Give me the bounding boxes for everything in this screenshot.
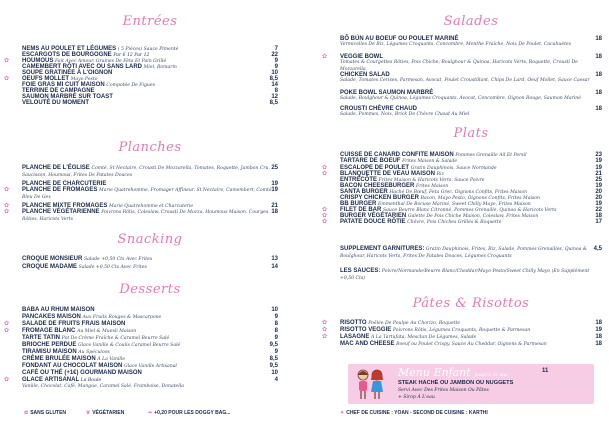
item-price: 22 [271, 52, 278, 58]
snacking-item [22, 264, 278, 271]
item-price: 25 [271, 165, 278, 171]
item-price: 4 [274, 377, 278, 383]
item-price: 8,5 [269, 100, 278, 106]
item-desc: Salade, Pommes, Noix, Brick De Chèvre Chaud Au Miel [340, 112, 470, 118]
salades-item [340, 36, 602, 49]
item-price: 19 [595, 183, 602, 189]
item-name: CHICKEN SALAD [340, 72, 390, 78]
item-price: 8 [274, 321, 278, 327]
item-desc: Salade +0,50 Cts Avec Frites [84, 257, 153, 262]
item-desc: Salade, Tomates Cerises, Parmesan, Avocat, Poulet Croustillant, Chips De Lard, Oeuf Mollet, Sauce Caesar [340, 78, 590, 84]
item-desc: Aux Fruits Rouges & Mascarpone [82, 315, 162, 320]
item-desc: Pommes Grenaille Ail Et Persil [455, 153, 527, 158]
salades-item [340, 90, 602, 103]
item-name: TIRAMISU MAISON [22, 349, 79, 355]
diet-marker-icon: ✿ [322, 334, 328, 340]
item-price: 8,5 [269, 356, 278, 362]
item-price: 19 [595, 165, 602, 171]
item-name: CRÈME BRULÉE MAISON [22, 356, 98, 362]
leaf-icon: ❧ [148, 410, 153, 416]
item-price: 18 [595, 36, 602, 42]
desserts-item [4, 321, 278, 327]
item-price: 9 [274, 58, 278, 64]
item-name: CAFÉ OU THÉ (+1€) GOURMAND MAISON [22, 370, 142, 376]
menu-enfant-price: 11 [542, 368, 549, 374]
vegetarian-icon: ❦ [86, 410, 91, 416]
item-desc: Boeuf ou Poulet Crispy. Sauce Au Cheddar, Oignons & Parmesan [396, 342, 547, 347]
menu-enfant-box [348, 364, 594, 404]
item-name: OEUFS MOLLET [22, 76, 71, 82]
diet-marker-icon: ✿ [4, 76, 10, 82]
item-desc: Salade +0,50 Cts Avec Frites [78, 265, 147, 270]
planches-item [4, 187, 278, 202]
diet-marker-icon: ✿ [4, 58, 10, 64]
item-name: PLANCHE VÉGÉTARIENNE [22, 209, 102, 215]
item-desc: Frites Maison & Haricots Verts, Sauce Poivre [378, 178, 485, 183]
item-name: CUISSE DE CANARD CONFITE MAISON [340, 152, 456, 158]
entrees-item [22, 100, 278, 106]
item-desc: Vanille, Chocolat, Café, Mangue, Caramel Salé, Framboise, Donatella [22, 384, 184, 390]
item-price: 8 [274, 88, 278, 94]
item-price: 10 [271, 70, 278, 76]
item-note: Par 6 12 Par 12 [113, 53, 150, 58]
item-name: PLANCHE DE FROMAGES [22, 187, 100, 193]
item-name: FOIE GRAS MI CUIT MAISON [22, 82, 107, 88]
item-desc: Glace Vanille & Coulis Caramel Beurre Salé [78, 343, 181, 348]
item-price: 7 [274, 46, 278, 52]
item-price: 18 [271, 209, 278, 215]
item-name: CRISPY CHICKEN BURGER [340, 195, 421, 201]
item-name: ESCARGOTS DE BOURGOGNE [22, 52, 114, 58]
item-name: NEMS AU POULET ET LÉGUMES [22, 46, 118, 52]
item-desc: Au Spéculoos [78, 350, 110, 355]
item-price: 25 [595, 177, 602, 183]
item-desc: Salade, Boulghour & Quinoa, Légumes Croquants, Avocat, Concombre, Oignon Rouge, Saumon Mariné [340, 96, 581, 102]
item-desc: Riz [436, 172, 445, 177]
item-name: TERRINE DE CAMPAGNE [22, 88, 95, 94]
item-price: 9 [274, 314, 278, 320]
planches-item [22, 165, 278, 180]
item-desc: Galette De Pois Chiche Maison, Coleslaw, Frites Maison [407, 214, 539, 219]
item-price: 14 [271, 264, 278, 270]
doggy-bag-note: ❧ +0,20 POUR LES DOGGY BAG... [148, 410, 231, 416]
item-name: BURGER VÉGÉTARIEN [340, 213, 408, 219]
desserts-item [22, 370, 278, 376]
item-price: 18 [595, 341, 602, 347]
item-price: 18 [595, 334, 602, 340]
item-desc: Frites Maison & Salade [402, 159, 458, 164]
item-name: GLACE ARTISANAL [22, 377, 81, 383]
item-desc: Comté, St Nectaire, Crousti De Mozzarella, Tomates, Roquette, Jambon Cru, Saucisson, Houmous, Frites De Patates Douces [22, 166, 270, 179]
item-price: 21 [271, 203, 278, 209]
pates-item [340, 341, 602, 348]
section-title-entrees: Entrées [122, 14, 178, 29]
item-name: TARTARE DE BOEUF [340, 158, 403, 164]
item-price: 18 [595, 90, 602, 96]
item-desc: Marie Quatrehomme, Fromager Affineur. St Nectaire, Camembert, Comté, Bleu De Gex [22, 188, 274, 201]
item-desc: Sauce Beurre Blanc Citronné, Pommes Grenaille, Quinoa & Haricots Verts [383, 208, 557, 213]
menu-enfant-subtitle: Jusqu'à 10 ans [474, 373, 508, 378]
item-desc: À La Tartufata, Mesclun De Légumes, Salade [371, 335, 477, 340]
item-price: 19 [595, 158, 602, 164]
menu-enfant-title: Menu Enfant Jusqu'à 10 ans [398, 366, 508, 379]
item-name: PLANCHE DE L'ÉGLISE [22, 165, 92, 171]
item-name: BÔ BÚN AU BOEUF OU POULET MARINÉ [340, 36, 459, 42]
item-price: 18 [595, 320, 602, 326]
item-name: VEGGIE BOWL [340, 54, 384, 60]
item-price: 13 [271, 256, 278, 262]
kids-illustration-icon [352, 366, 388, 402]
item-price: 9 [274, 335, 278, 341]
section-title-planches: Planches [118, 140, 182, 155]
item-desc: Au Miel & Muesli Maison [77, 329, 137, 334]
item-name: HOUMOUS [22, 58, 55, 64]
menu-enfant-desc2: + Sirop À L'eau [398, 395, 435, 400]
chef-credits: ✦ CHEF DE CUISINE : YOAN - SECOND DE CUISINE : KARTHI [340, 410, 488, 416]
item-name: BRIOCHE PERDUE [22, 342, 79, 348]
item-note: La Boule [80, 378, 102, 383]
item-name: PATATE DOUCE RÔTIE [340, 219, 408, 225]
gluten-free-icon: ✿ [24, 410, 29, 416]
item-name: BB BURGER [340, 201, 379, 207]
item-name: VELOUTÉ DU MOMENT [22, 100, 89, 106]
item-desc: Pot De Crème Fraîche & Caramel Beurre Salé [61, 336, 170, 341]
item-name: RISOTTO VEGGIE [340, 327, 393, 333]
item-desc: À La Vanille [97, 357, 126, 362]
item-name: PLANCHE DE CHARCUTERIE [22, 181, 107, 187]
plats-item [322, 219, 602, 226]
item-name: SAUMON MARBRÉ SUR TOAST [22, 94, 113, 100]
item-name: ENTRECÔTE [340, 177, 379, 183]
legend-veg: ❦ VÉGÉTARIEN [86, 410, 125, 416]
item-desc: Miel, Romarin [143, 65, 177, 70]
item-price: 19 [595, 201, 602, 207]
supplement-desc: Gratin Dauphinois, Frites, Riz, Salade, Pommes Grenailles, Quinoa & Boulghour, Haricots Verts, Frites De Patates Douces, Légumes Croquants [340, 247, 587, 260]
item-desc: Chèvre, Pois Chiches Grillés & Roquette [407, 220, 502, 225]
item-desc: Poivrons Rôtis, Coleslaw, Crousti De Mozza, Houmous Maison, Courges Rôties, Haricots Verts [22, 210, 269, 223]
section-title-pates: Pâtes & Risottos [412, 296, 530, 311]
diet-marker-icon: ✿ [322, 207, 328, 213]
item-desc: Poivrons Rôtis, Légumes Croquants, Roquette & Parmesan [392, 328, 531, 333]
item-desc: Marie Quatrehomme et Charcuterie [109, 204, 194, 209]
item-name: SALADE DE FRUITS FRAIS MAISON [22, 321, 126, 327]
item-name: TARTE TATIN [22, 335, 62, 341]
section-title-salades: Salades [443, 14, 499, 29]
section-title-desserts: Desserts [119, 282, 181, 297]
item-price: 23 [595, 152, 602, 158]
item-price: 8 [274, 328, 278, 334]
item-desc: Tomates & Courgettes Rôties, Pois Chiche, Boulghour & Quinoa, Haricots Verts, Roquette, Crousti De Mozzarella [340, 60, 578, 72]
diet-marker-icon: ✿ [322, 213, 328, 219]
supplement-title: SUPPLEMENT GARNITURES: [340, 246, 425, 252]
item-name: FILET DE BAR [340, 207, 383, 213]
item-price: 18 [595, 54, 602, 60]
item-desc: Glace Vanille Artisanal [124, 364, 177, 369]
item-desc: ( 5 Pièces) Sauce Pimenté [117, 47, 179, 52]
item-name: SOUPE GRATINÉE À L'OIGNON [22, 70, 113, 76]
diet-marker-icon: ✿ [322, 171, 328, 177]
diet-marker-icon: ✿ [4, 321, 10, 327]
item-price: 12 [271, 94, 278, 100]
item-desc: Fait Avec Amour, Graines De Fèta Et Pain Grillé [55, 59, 167, 64]
item-price: 10 [271, 370, 278, 376]
menu-enfant-desc1: Servi Avec Des Frites Maison Ou Pâtes [398, 388, 489, 393]
item-price: 9 [274, 349, 278, 355]
item-name: PLANCHE MIXTE FROMAGES [22, 203, 110, 209]
item-name: FROMAGE BLANC [22, 328, 77, 334]
supplement-garnitures [340, 246, 602, 261]
item-name: BLANQUETTE DE VEAU MAISON [340, 171, 437, 177]
item-price: 9 [274, 64, 278, 70]
item-price: 19 [271, 181, 278, 187]
menu-enfant-line: STEAK HACHÉ OU JAMBON OU NUGGETS [398, 380, 514, 386]
salades-item [322, 54, 602, 73]
item-name: FONDANT AU CHOCOLAT MAISON [22, 363, 124, 369]
diet-marker-icon: ✿ [322, 219, 328, 225]
item-desc: Mayo Pesto [70, 77, 98, 82]
item-name: BACON CHEESEBURGER [340, 183, 417, 189]
item-desc: Haché De Bœuf, Feta Grec, Oignons Confits, Frites Maison [389, 190, 528, 195]
snacking-item [22, 256, 278, 263]
item-desc: Emmenthal De Bocuse Mariné, Sweet Chilly Mayo, Frites Maison [378, 202, 531, 207]
diet-marker-icon: ✿ [4, 209, 10, 215]
section-title-plats: Plats [453, 126, 489, 141]
item-desc: Poêlée De Poulpe Au Chorizo, Roquette [368, 321, 461, 326]
diet-marker-icon: ✿ [4, 203, 10, 209]
item-name: MAC AND CHEESE [340, 341, 397, 347]
item-name: CROUSTI CHÈVRE CHAUD [340, 106, 418, 112]
legend-gluten: ✿ SANS GLUTEN [24, 410, 67, 416]
item-price: 19 [595, 327, 602, 333]
diet-marker-icon: ✿ [322, 54, 328, 60]
item-desc: Vermicelles De Riz, Légumes Croquants, Concombre, Menthe Fraîche, Noix De Poulet, Cacahuètes [340, 42, 571, 48]
item-price: 18 [595, 72, 602, 78]
item-desc: Frites Maison [416, 184, 449, 189]
item-name: ESCALOPE DE POULET [340, 165, 411, 171]
item-price: 20 [595, 195, 602, 201]
diet-marker-icon: ✿ [322, 327, 328, 333]
item-name: LASAGNE [340, 334, 372, 340]
chef-icon: ✦ [340, 410, 345, 416]
supplement-price: 4,5 [593, 246, 602, 252]
item-name: POKE BOWL SAUMON MARBRÉ [340, 90, 434, 96]
salades-item [340, 106, 602, 119]
item-price: 8,5 [269, 76, 278, 82]
desserts-item [22, 307, 278, 313]
item-price: 20 [595, 189, 602, 195]
item-name: BABA AU RHUM MAISON [22, 307, 95, 313]
salades-item [340, 72, 602, 85]
item-price: 17 [595, 219, 602, 225]
item-price: 18 [595, 213, 602, 219]
item-desc: Gratin Dauphinois, Sauce Normande [410, 166, 497, 171]
diet-marker-icon: ✿ [322, 320, 328, 326]
item-name: CAMEMBERT RÔTI AVEC OU SANS LARD [22, 64, 144, 70]
item-desc: Bacon, Mayo Pesto, Oignons Confits, Frites Maison [420, 196, 540, 201]
item-desc: Compotée De Figues [106, 83, 155, 88]
item-price: 9,5 [269, 342, 278, 348]
item-name: PANCAKES MAISON [22, 314, 83, 320]
desserts-item [4, 377, 278, 391]
item-price: 21 [595, 171, 602, 177]
sauces-desc: Poivre/Normande/Beurre Blanc/Cheddar/Mayo Pesto/Sweet Chilly Mayo (En Supplément +0,50 Cts) [340, 269, 590, 282]
diet-marker-icon: ✿ [4, 328, 10, 334]
section-title-snacking: Snacking [117, 232, 183, 247]
item-name: RISOTTO [340, 320, 369, 326]
planches-item [4, 209, 278, 224]
diet-marker-icon: ✿ [322, 165, 328, 171]
item-name: SANTA BURGER [340, 189, 390, 195]
diet-marker-icon: ✿ [4, 377, 10, 383]
item-price: 14 [271, 82, 278, 88]
item-price: 22 [595, 207, 602, 213]
sauces-title: LES SAUCES: [340, 268, 381, 274]
item-name: CROQUE MADAME [22, 264, 79, 270]
item-name: CROQUE MONSIEUR [22, 256, 85, 262]
diet-marker-icon: ✿ [4, 187, 10, 193]
item-price: 9,5 [269, 363, 278, 369]
item-price: 10 [271, 307, 278, 313]
sauces [340, 268, 602, 283]
item-price: 19 [271, 187, 278, 193]
item-price: 18 [595, 106, 602, 112]
